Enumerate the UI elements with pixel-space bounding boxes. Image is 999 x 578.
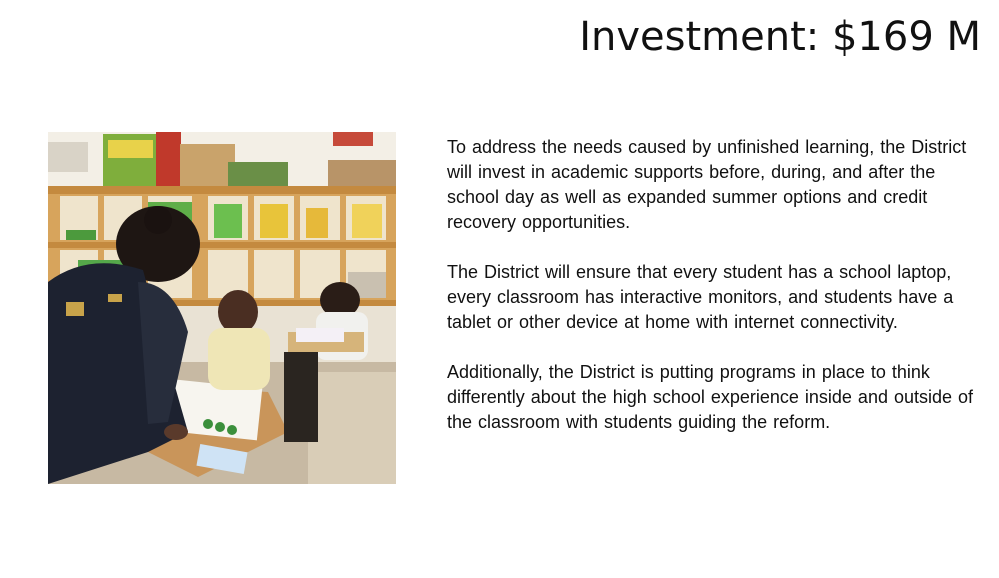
classroom-photo <box>48 132 396 484</box>
slide-title: Investment: $169 M <box>579 14 981 60</box>
paragraph-high-school: Additionally, the District is putting programs in place to think differently about the high school experience inside and outside of the classroom with students guiding the reform. <box>447 362 974 432</box>
paragraph-academic-supports: To address the needs caused by unfinished learning, the District will invest in academic supports before, during, and after the school day as well as expanded summer options and credit recovery opportunities. <box>447 137 967 232</box>
paragraph-devices: The District will ensure that every student has a school laptop, every classroom has interactive monitors, and students have a tablet or other device at home with internet connectivity. <box>447 262 954 332</box>
body-text <box>447 135 977 460</box>
